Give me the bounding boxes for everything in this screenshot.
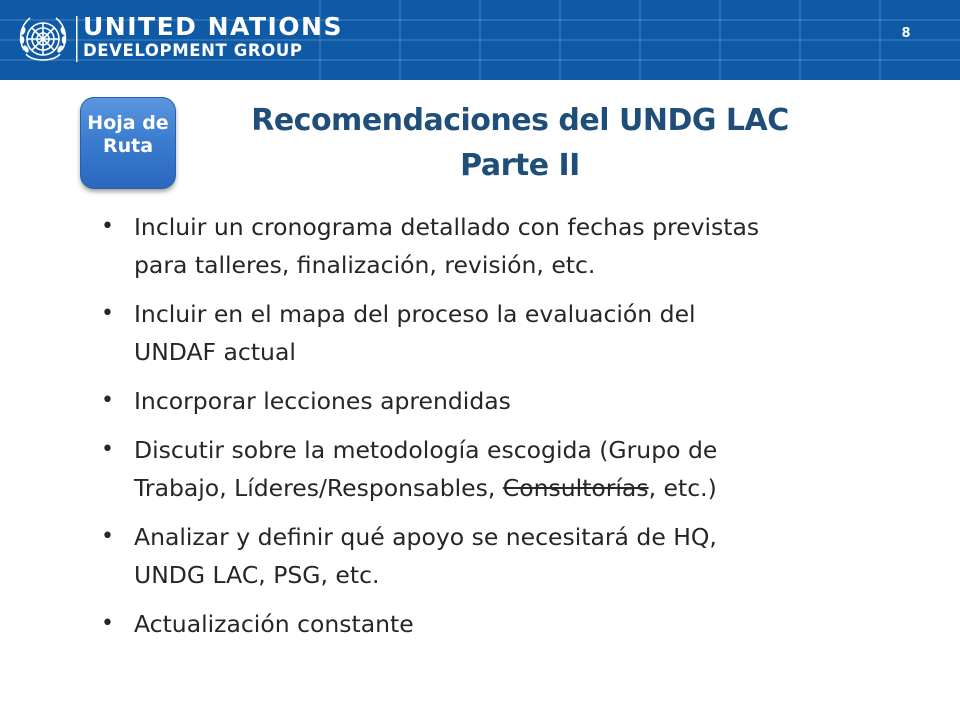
title-line2: Parte II	[460, 148, 580, 183]
hoja-de-ruta-badge	[80, 97, 176, 189]
list-item-line1: Discutir sobre la metodología escogida (Grupo de	[134, 436, 718, 464]
list-item-line1: Actualización constante	[134, 610, 414, 638]
list-item	[96, 382, 896, 420]
list-item	[96, 605, 896, 643]
list-item	[96, 518, 896, 594]
bullet-icon: •	[101, 301, 114, 326]
slide-number: 8	[901, 26, 911, 41]
badge-line1: Hoja de	[87, 112, 169, 134]
header-band	[0, 0, 960, 80]
org-name-line1: UNITED NATIONS	[83, 12, 343, 41]
list-item-line1: Incluir en el mapa del proceso la evaluación del	[134, 300, 696, 328]
org-name-line2: DEVELOPMENT GROUP	[83, 41, 303, 60]
recommendation-list	[96, 208, 896, 654]
badge-line2: Ruta	[102, 135, 154, 157]
list-item	[96, 295, 896, 371]
list-item-line1: Incorporar lecciones aprendidas	[134, 387, 511, 415]
bullet-icon: •	[101, 437, 114, 462]
un-emblem-icon	[14, 10, 72, 68]
organization-logo-text	[83, 14, 343, 60]
list-item-line2-suffix: , etc.)	[648, 474, 717, 502]
bullet-icon: •	[101, 214, 114, 239]
list-item-line2: UNDAF actual	[134, 338, 296, 366]
slide-title	[190, 98, 850, 188]
bullet-icon: •	[101, 524, 114, 549]
list-item-line2: UNDG LAC, PSG, etc.	[134, 561, 380, 589]
list-item	[96, 208, 896, 284]
list-item-line2-prefix: Trabajo, Líderes/Responsables,	[134, 474, 503, 502]
list-item	[96, 431, 896, 507]
list-item-line1: Analizar y definir qué apoyo se necesitará de HQ,	[134, 523, 717, 551]
list-item-line2: para talleres, finalización, revisión, etc.	[134, 251, 596, 279]
list-item-line1: Incluir un cronograma detallado con fechas previstas	[134, 213, 760, 241]
struck-text: Consultorías	[502, 474, 649, 502]
title-line1: Recomendaciones del UNDG LAC	[251, 103, 789, 138]
bullet-icon: •	[101, 388, 114, 413]
logo-divider	[76, 16, 78, 62]
bullet-icon: •	[101, 611, 114, 636]
